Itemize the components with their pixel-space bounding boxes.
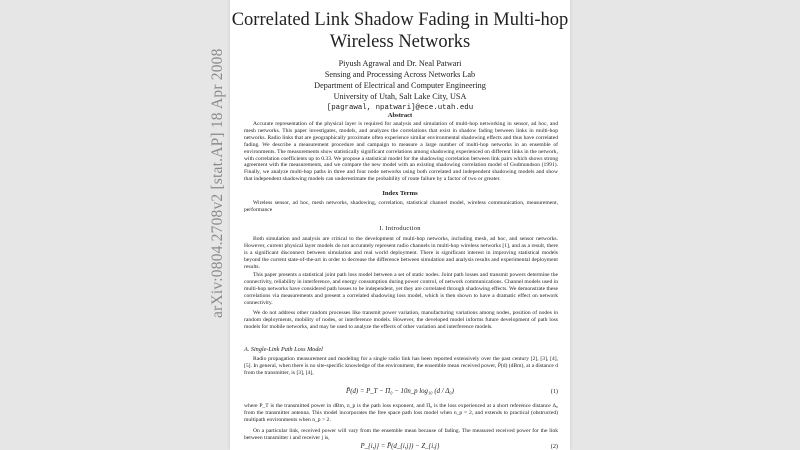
intro-paragraph-1: Both simulation and analysis are critical to the development of multi-hop networks, including mesh, ad hoc, and sensor networks. However, current physical layer models do not accurately represent radio channels in multi-hop wireless networks [1], and as a result, there is a significant disconnect between simulation and real world deployment. There is significant interest in improving statistical models beyond the current state-of-the-art in order to decrease the difference between simulation and analysis results and experimental deployment results. [244, 236, 558, 270]
author-lab: Sensing and Processing Across Networks Lab [324, 70, 476, 79]
equation-2-text: P_{i,j} = P̄(d_{i,j}) − Z_{i,j} [360, 443, 440, 450]
author-email: [pagrawal, npatwari]@ece.utah.edu [326, 104, 474, 112]
pathloss-paragraph-3: On a particular link, received power will vary from the ensemble mean because of fading. The measured received power for the link between transmitter i and receiver j is, [244, 428, 558, 441]
intro-paragraph-2: This paper presents a statistical joint path loss model between a set of static nodes. Joint path losses and transmit powers determine the connectivity, reliability in interference, and energy consumption during power control, of network communications. Channel models used in multi-hop networks have considered path losses to be independent, yet they are correlated through shadowing effects. We demonstrate these correlations via measurements and present a correlated shadowing loss model, which is then shown to have a dramatic effect on network connectivity. [244, 272, 558, 306]
author-department: Department of Electrical and Computer Engineering [314, 81, 486, 90]
pathloss-paragraph-1: Radio propagation measurement and modeling for a single radio link has been reported extensively over the past century [2], [3], [4], [5]. In general, when there is no site-specific knowledge of the environment, the ensemble mean received power, P̄(d) (dBm), at a distance d from the transmitter, is [3], [4], [244, 356, 559, 376]
paper-title-line-1: Correlated Link Shadow Fading in Multi-hop [231, 10, 569, 30]
index-terms-heading: Index Terms [382, 190, 418, 197]
section-introduction-title: I. Introduction [379, 225, 421, 232]
viewer-right-margin [570, 0, 800, 450]
equation-2 [230, 443, 570, 450]
paper-page [230, 0, 570, 450]
pathloss-paragraph-2: where P_T is the transmitted power in dBm, n_p is the path loss exponent, and Π₀ is the loss experienced at a short reference distance Δ₀ from the transmitter antenna. This model incorporates the free space path loss model when n_p = 2, and extends to practical (obstructed) multipath environments when n_p > 2. [244, 403, 558, 423]
author-names: Piyush Agrawal and Dr. Neal Patwari [338, 59, 462, 68]
equation-1 [230, 388, 570, 395]
intro-paragraph-3: We do not address other random processes like transmit power variation, manufacturing variations among nodes, position of nodes in random deployments, mobility of nodes, or interference models. However, the developed model informs future development of path loss models for mobile networks, and may be used to analyze the effects of other variation and interference models. [244, 310, 558, 330]
abstract-text: Accurate representation of the physical layer is required for analysis and simulation of multi-hop networking in sensor, ad hoc, and mesh networks. This paper investigates, models, and analyzes the correlations that exist in shadow fading between links in multi-hop networks. Radio links that are geographically proximate often experience similar environmental shadowing effects and thus have correlated fading. We describe a measurement procedure and campaign to measure a large number of multi-hop networks in an ensemble of environments. The measurements show statistically significant correlations among shadowing experienced on different links in the network, with correlation coefficients up to 0.33. We propose a statistical model for the shadowing correlation between link pairs which shows strong agreement with the measurements, and we compare the new model with an existing shadowing correlation model of Gudmundson (1991). Finally, we analyze multi-hop paths in three and four node networks using both correlated and independent shadowing models and show that independent shadowing models can underestimate the probability of route failure by a factor of two or greater. [244, 121, 558, 183]
viewer-left-margin [0, 0, 230, 450]
equation-1-number: (1) [550, 388, 558, 395]
index-terms-text: Wireless sensor, ad hoc, mesh networks, shadowing, correlation, statistical channel model, wireless communication, measurement, performance [244, 200, 558, 213]
author-university: University of Utah, Salt Lake City, USA [333, 92, 467, 101]
arxiv-id-text: arXiv:0804.2708v2 [stat.AP] 18 Apr 2008 [209, 48, 226, 318]
equation-2-number: (2) [550, 443, 558, 450]
subsection-single-link-title: A. Single-Link Path Loss Model [244, 346, 323, 353]
abstract-heading: Abstract [387, 112, 413, 119]
equation-1-text: P̄(d) = P_T − Π₀ − 10n_p log₁₀ (d / Δ₀) [346, 388, 454, 395]
paper-title-line-2: Wireless Networks [329, 32, 471, 52]
